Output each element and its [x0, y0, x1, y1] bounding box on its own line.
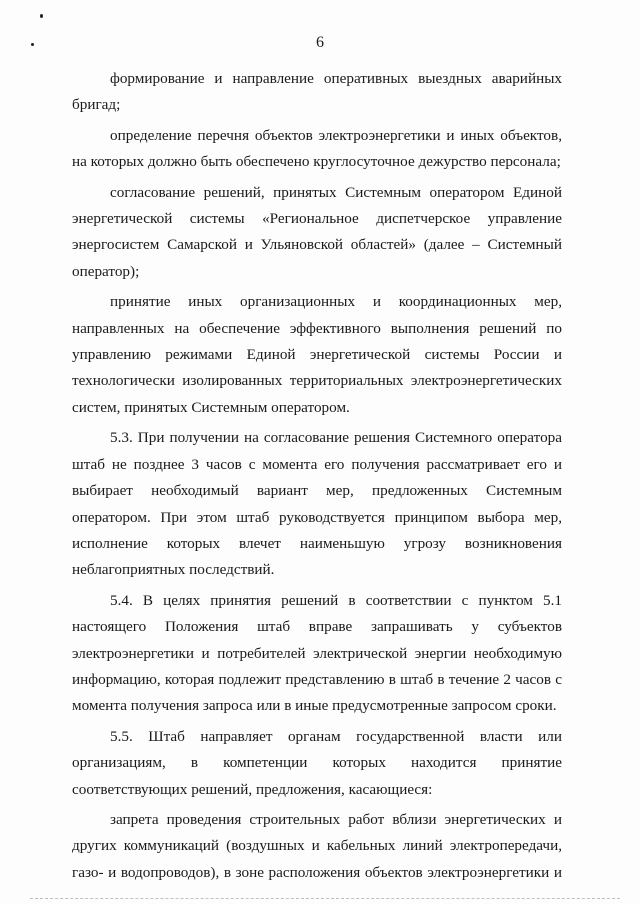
text-line: согласование решений, принятых Системным оператором Единой — [110, 183, 562, 201]
text-line: настоящего Положения штаб вправе запрашивать у субъектов — [72, 618, 562, 636]
text-line: энергосистем Самарской и Ульяновской областей» (далее – Системный — [72, 236, 562, 254]
document-body — [72, 66, 562, 886]
text-line: момента получения запроса или в иные предусмотренные запросом сроки. — [72, 697, 557, 715]
text-line: оператором. При этом штаб руководствуется принципом выбора мер, — [72, 508, 562, 526]
text-line: оператор); — [72, 262, 140, 280]
text-line: технологически изолированных территориальных электроэнергетических — [72, 372, 562, 390]
paragraph — [72, 588, 562, 720]
text-line: энергетической системы «Региональное диспетчерское управление — [72, 210, 562, 228]
text-line: соответствующих решений, предложения, касающиеся: — [72, 780, 433, 798]
text-line: запрета проведения строительных работ вблизи энергетических и — [110, 810, 562, 828]
paragraph — [72, 180, 562, 286]
text-line: направленных на обеспечение эффективного выполнения решений по — [72, 319, 562, 337]
text-line: исполнение которых влечет наименьшую угрозу возникновения — [72, 534, 562, 552]
text-line: формирование и направление оперативных выездных аварийных — [110, 70, 562, 87]
text-line: 5.5. Штаб направляет органам государственной власти или — [110, 727, 562, 745]
text-line: принятие иных организационных и координационных мер, — [110, 293, 562, 311]
text-line: определение перечня объектов электроэнергетики и иных объектов, — [110, 126, 562, 144]
paragraph — [72, 807, 562, 886]
paragraph — [72, 66, 562, 119]
paragraph — [72, 289, 562, 421]
page-number: 6 — [316, 34, 324, 51]
text-line: организациям, в компетенции которых находится принятие — [72, 754, 562, 772]
paragraph — [72, 425, 562, 583]
scan-speck — [40, 14, 43, 18]
text-line: на которых должно быть обеспечено круглосуточное дежурство персонала; — [72, 153, 561, 171]
text-line: информацию, которая подлежит представлению в штаб в течение 2 часов с — [72, 670, 562, 688]
text-line: 5.3. При получении на согласование решения Системного оператора — [110, 429, 562, 447]
text-line: газо- и водопроводов), в зоне расположения объектов электроэнергетики и — [72, 863, 562, 881]
text-line: штаб не позднее 3 часов с момента его получения рассматривает его и — [72, 455, 562, 473]
text-line: выбирает необходимый вариант мер, предложенных Системным — [72, 482, 562, 500]
paragraph — [72, 123, 562, 176]
text-line: электроэнергетики и потребителей электрической энергии необходимую — [72, 644, 562, 662]
paragraph — [72, 724, 562, 803]
text-line: бригад; — [72, 96, 121, 114]
text-line: других коммуникаций (воздушных и кабельных линий электропередачи, — [72, 837, 562, 855]
text-line: неблагоприятных последствий. — [72, 561, 275, 579]
scan-edge — [30, 898, 620, 900]
text-line: управлению режимами Единой энергетической системы России и — [72, 346, 562, 364]
text-line: систем, принятых Системным оператором. — [72, 398, 350, 416]
text-line: 5.4. В целях принятия решений в соответствии с пунктом 5.1 — [110, 591, 562, 609]
